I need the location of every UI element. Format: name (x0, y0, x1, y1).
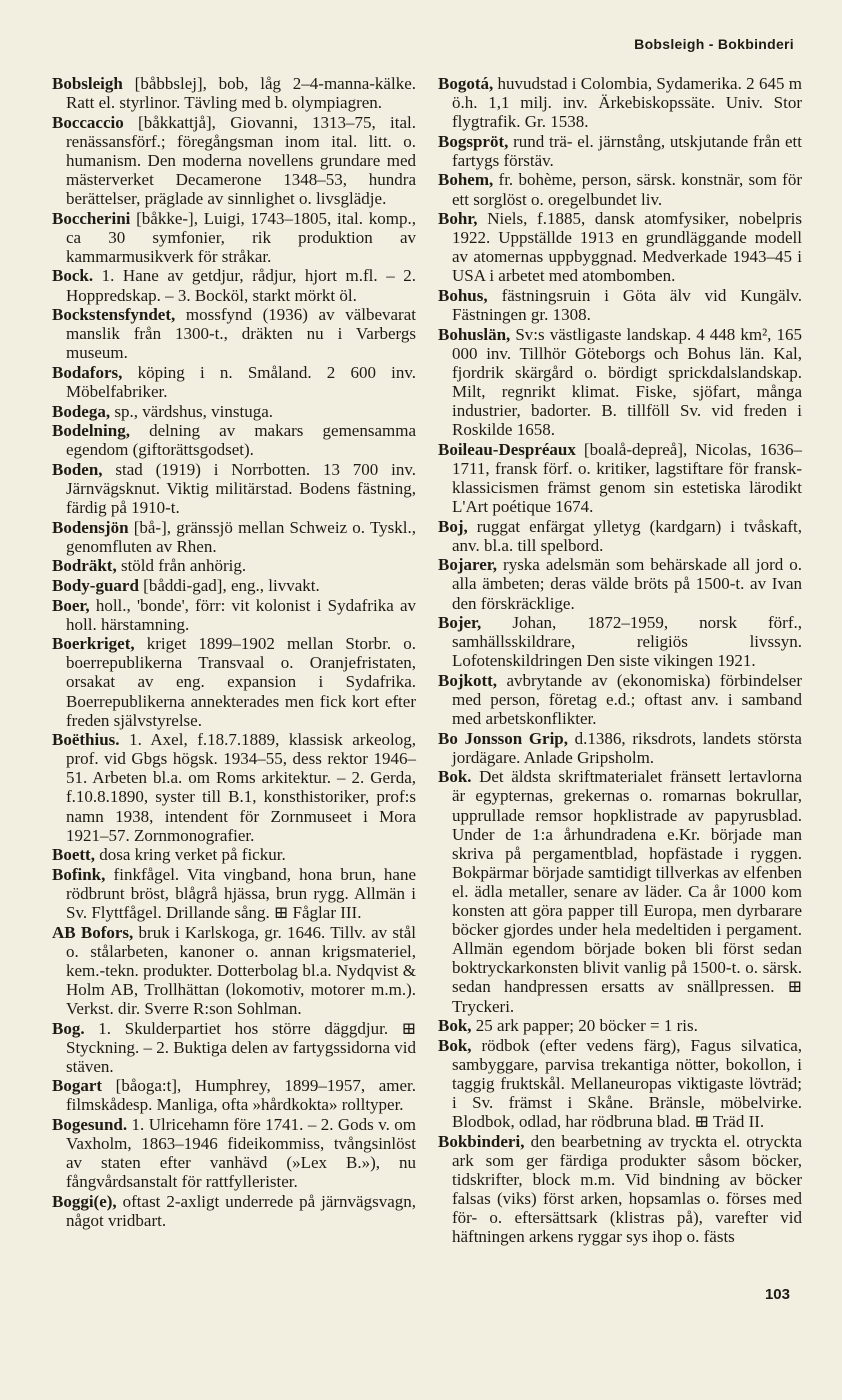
dictionary-entry (438, 671, 802, 728)
entry-headword: Bok, (438, 1035, 472, 1055)
entry-text: [bå-], gränssjö mellan Schweiz o. Tyskl., genomfluten av Rhen. (66, 517, 416, 556)
entry-headword: Boden, (52, 459, 103, 479)
entry-headword: Body-guard (52, 575, 139, 595)
entry-headword: Boer, (52, 595, 90, 615)
entry-text: [båddi-gad], eng., livvakt. (138, 575, 320, 595)
entry-headword: Bodega, (52, 401, 111, 421)
entry-text: rödbok (efter vedens färg), Fagus silvatica, sambyggare, parvisa trekantiga nötter, bokollon, i taggig fruktskål. Mellaneuropas viktigaste lövträd; i Sv. främst i Skåne. Bränsle, möbelvirke. Blodbok, odlad, har rödbruna blad. ⊞ Träd II. (452, 1035, 802, 1132)
entry-headword: Bogart (52, 1076, 103, 1096)
dictionary-entry (52, 1115, 416, 1191)
entry-text: Det äldsta skriftmaterialet fränsett lertavlorna är egypternas, grekernas o. romarnas bokrullar, upprullade remsor hopklistrade av papyrusblad. Under de 1:a århundradena e.Kr. började man skriva på pergamentblad, hopfästade i ryggen. Bokpärmar började samtidigt tillverkas av elfenben el. ädla metaller, senare av läder. Ca år 1000 kom konsten att göra papper till Europa, men dyrbarare böcker gjordes under hela medeltiden i pergament. Allmän egendom började boken bli först sedan boktryckarkonsten blivit vanlig på 1500-t. o. särsk. sedan handpressen ersatts av snällpressen. ⊞ Tryckeri. (452, 767, 802, 1016)
entry-text: fr. bohème, person, särsk. konstnär, som för ett sorglöst o. oregelbundet liv. (452, 170, 802, 209)
dictionary-entry (52, 209, 416, 266)
entry-headword: Bodräkt, (52, 556, 117, 576)
dictionary-entry (52, 518, 416, 556)
entry-text: dosa kring verket på fickur. (94, 845, 286, 865)
entry-headword: Boccherini (52, 208, 131, 228)
entry-headword: Bokbinderi, (438, 1131, 525, 1151)
entry-headword: Bo Jonsson Grip, (438, 728, 569, 748)
dictionary-entry (52, 1019, 416, 1076)
dictionary-entry (52, 402, 416, 421)
entry-text: finkfågel. Vita vingband, hona brun, hane rödbrunt bröst, blågrå hjässa, brun rygg. Allmän i Sv. Flyttfågel. Drillande sång. ⊞ Fåglar III. (66, 864, 416, 923)
entry-headword: Boerkriget, (52, 634, 135, 654)
entry-text: avbrytande av (ekonomiska) förbindelser med person, företag e.d.; oftast anv. i samband med arbetskonflikter. (452, 670, 802, 729)
dictionary-entry (438, 1036, 802, 1131)
entry-text: d.1386, riksdrots, landets största jordägare. Anlade Gripsholm. (452, 728, 802, 767)
entry-headword: Bojarer, (438, 555, 498, 575)
entry-text: [boalå-depreå], Nicolas, 1636–1711, fransk förf. o. kritiker, lagstiftare för fransk-klassicismen främst genom sin estetiska lärodikt L'Art poétique 1674. (452, 439, 802, 517)
entry-headword: Bohr, (438, 209, 478, 229)
entry-text: 1. Hane av getdjur, rådjur, hjort m.fl. – 2. Hoppredskap. – 3. Bocköl, starkt mörkt öl. (66, 266, 416, 305)
entry-text: rund trä- el. järnstång, utskjutande från ett fartygs förstäv. (452, 131, 802, 170)
entry-text: köping i n. Småland. 2 600 inv. Möbelfabriker. (66, 362, 416, 401)
entry-text: stad (1919) i Norrbotten. 13 700 inv. Järnvägsknut. Viktig militärstad. Bodens fästning, färdig på 1910-t. (66, 459, 416, 518)
dictionary-entry (52, 74, 416, 112)
entry-text: den bearbetning av tryckta el. otryckta ark som ger färdiga produkter såsom böcker, tidskrifter, block m.m. Vid bindning av böcker falsas (viks) först arken, hopsamlas o. förses med för- o. eftersättsark (klistras på), varefter vid häftningen arkens ryggar sys ihop o. fästs (452, 1131, 802, 1247)
entry-text: huvudstad i Colombia, Sydamerika. 2 645 m ö.h. 1,1 milj. inv. Ärkebiskopssäte. Univ. Stor flygtrafik. Gr. 1538. (452, 74, 802, 132)
entry-text: [båkke-], Luigi, 1743–1805, ital. komp., ca 30 symfonier, rik produktion av kammarmusikverk för stråkar. (66, 208, 416, 266)
running-head: Bobsleigh - Bokbinderi (634, 36, 794, 52)
dictionary-entry (438, 209, 802, 285)
entry-headword: Boileau-Despréaux (438, 439, 576, 459)
dictionary-entry (52, 363, 416, 401)
dictionary-entry (52, 730, 416, 845)
dictionary-entry (438, 613, 802, 670)
entry-headword: Bohuslän, (438, 324, 511, 344)
dictionary-entry (52, 113, 416, 208)
dictionary-entry (438, 1016, 802, 1035)
entry-text: oftast 2-axligt underrede på järnvägsvagn, något vridbart. (66, 1191, 416, 1231)
entry-text: [båbbslej], bob, låg 2–4-manna-kälke. Ratt el. styrlinor. Tävling med b. olympiagren. (66, 74, 416, 113)
dictionary-entry (52, 596, 416, 634)
entry-text: kriget 1899–1902 mellan Storbr. o. boerrepublikerna Transvaal o. Oranjefristaten, orsakat av eng. expansion i Sydafrika. Boerrepublikerna annekterades men fick kort efter freden självstyrelse. (66, 634, 416, 730)
entry-headword: Bojer, (438, 613, 482, 633)
dictionary-entry (52, 305, 416, 362)
entry-headword: Boggi(e), (52, 1191, 117, 1211)
dictionary-entry (52, 556, 416, 575)
entry-text: ruggat enfärgat ylletyg (kardgarn) i tvåskaft, anv. bl.a. till spelbord. (452, 516, 802, 555)
dictionary-entry (52, 421, 416, 459)
dictionary-entry (438, 729, 802, 767)
entry-headword: Bok, (438, 1016, 472, 1036)
entry-headword: Boett, (52, 845, 95, 865)
dictionary-entry (438, 74, 802, 131)
left-column (52, 74, 416, 1231)
entry-headword: Bockstensfyndet, (52, 305, 176, 325)
dictionary-entry (52, 865, 416, 922)
entry-headword: Bok. (438, 767, 472, 787)
entry-text: [båkkattjå], Giovanni, 1313–75, ital. renässansförf.; föregångsman inom ital. litt. o. humanism. Den moderna novellens grundare med mästerverket Decamerone 1348–53, hundra berättelser, präglade av sinnlighet o. livsglädje. (66, 112, 416, 209)
entry-headword: Bojkott, (438, 670, 498, 690)
entry-text: bruk i Karlskoga, gr. 1646. Tillv. av stål o. stålarbeten, kanoner o. annan krigsmateriel, kem.-tekn. produkter. Dotterbolag bl.a. Nydqvist & Holm AB, Trollhättan (lokomotiv, motorer m.m.). Verkst. dir. Sverre R:son Sohlman. (66, 922, 416, 1018)
entry-headword: Boj, (438, 516, 468, 536)
dictionary-entry (438, 517, 802, 555)
dictionary-entry (438, 767, 802, 1015)
entry-text: [båoga:t], Humphrey, 1899–1957, amer. filmskådesp. Manliga, ofta »hårdkokta» rolltyper. (66, 1076, 416, 1115)
entry-text: 25 ark papper; 20 böcker = 1 ris. (471, 1016, 698, 1036)
entry-text: fästningsruin i Göta älv vid Kungälv. Fästningen gr. 1308. (452, 286, 802, 325)
entry-headword: Bohem, (438, 170, 494, 190)
entry-text: stöld från anhörig. (116, 556, 247, 576)
entry-text: delning av makars gemensamma egendom (giftorättsgodset). (66, 421, 416, 460)
entry-text: Sv:s västligaste landskap. 4 448 km², 165 000 inv. Tillhör Göteborgs och Bohus län. Kal, fjordrik skärgård o. bördigt sprickdalslandskap. Milt, regnrikt klimat. Fiske, sjöfart, många industrier, badorter. B. tillföll Sv. vid freden i Roskilde 1658. (452, 324, 802, 440)
entry-text: holl., 'bonde', förr: vit kolonist i Sydafrika av holl. härstamning. (66, 595, 416, 634)
right-column (438, 74, 802, 1247)
entry-headword: Bock. (52, 266, 94, 286)
entry-headword: AB Bofors, (52, 922, 134, 942)
entry-text: 1. Axel, f.18.7.1889, klassisk arkeolog, prof. vid Gbgs högsk. 1934–55, dess rektor 1946–51. Arbeten bl.a. om Roms arkitektur. – 2. Gerda, f.10.8.1890, syster till B.1, konsthistoriker, prof:s namn 1938, intendent för Zornmuseet i Mora 1921–57. Zornmonografier. (66, 730, 416, 845)
entry-text: Johan, 1872–1959, norsk förf., samhällsskildrare, religiös livssyn. Lofotenskildringen Den siste vikingen 1921. (452, 613, 802, 671)
dictionary-entry (52, 266, 416, 304)
dictionary-entry (52, 1192, 416, 1230)
entry-text: 1. Ulricehamn före 1741. – 2. Gods v. om Vaxholm, 1863–1946 fideikommiss, tvångsinlöst av staten efter vanhävd (»Lex B.»), nu fångvårdsanstalt för rattfyllerister. (66, 1115, 416, 1192)
dictionary-entry (438, 325, 802, 440)
entry-headword: Bogotá, (438, 74, 494, 93)
dictionary-entry (52, 923, 416, 1018)
dictionary-entry (438, 286, 802, 324)
entry-headword: Bodafors, (52, 362, 123, 382)
dictionary-entry (52, 460, 416, 517)
dictionary-entry (52, 845, 416, 864)
entry-headword: Bodensjön (52, 517, 129, 537)
dictionary-entry (52, 634, 416, 729)
dictionary-entry (52, 1076, 416, 1114)
dictionary-entry (438, 170, 802, 208)
entry-headword: Boëthius. (52, 730, 120, 750)
entry-text: 1. Skulderpartiet hos större däggdjur. ⊞ Styckning. – 2. Buktiga delen av fartygssidorna vid stäven. (66, 1018, 416, 1076)
entry-text: ryska adelsmän som behärskade all jord o. alla ämbeten; deras välde bröts på 1500-t. av Ivan den förskräcklige. (452, 555, 802, 613)
entry-text: mossfynd (1936) av välbevarat manslik från 1300-t., dräkten nu i Varbergs museum. (66, 305, 416, 363)
dictionary-entry (52, 576, 416, 595)
entry-headword: Bodelning, (52, 421, 130, 441)
entry-headword: Bobsleigh (52, 74, 123, 93)
entry-headword: Bohus, (438, 286, 488, 306)
page-number: 103 (764, 1286, 790, 1303)
entry-headword: Bogesund. (52, 1115, 128, 1135)
entry-headword: Boccaccio (52, 112, 124, 132)
entry-text: Niels, f.1885, dansk atomfysiker, nobelpris 1922. Uppställde 1913 en grundläggande modell av atomernas uppbyggnad. Medverkade 1943–45 i USA i arbetet med atombomben. (452, 209, 802, 286)
dictionary-entry (438, 132, 802, 170)
dictionary-entry (438, 1132, 802, 1247)
dictionary-entry (438, 440, 802, 516)
entry-headword: Bogspröt, (438, 131, 509, 151)
dictionary-entry (438, 555, 802, 612)
entry-headword: Bog. (52, 1018, 85, 1038)
entry-headword: Bofink, (52, 864, 106, 884)
entry-text: sp., värdshus, vinstuga. (110, 401, 274, 421)
